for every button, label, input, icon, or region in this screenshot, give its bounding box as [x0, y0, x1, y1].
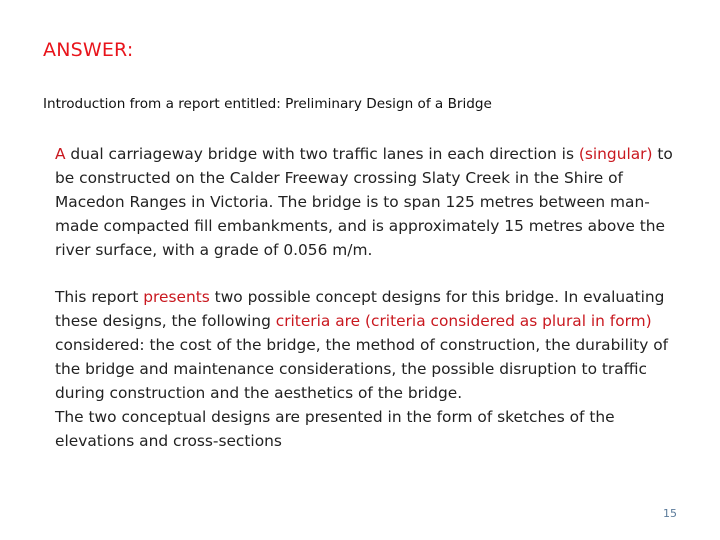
highlight-presents: presents [143, 288, 210, 306]
paragraph-bridge-description [55, 142, 680, 262]
answer-heading: ANSWER: [43, 39, 134, 61]
paragraph2-text-c: considered: the cost of the bridge, the method of construction, the durability of the bridge and maintenance considerations, the possible disruption to traffic during construction and the aesthetics of the bridge. [55, 336, 669, 402]
paragraph1-text-a: dual carriageway bridge with two traffic lanes in each direction is [65, 145, 579, 163]
intro-line: Introduction from a report entitled: Preliminary Design of a Bridge [43, 96, 492, 112]
page-number: 15 [663, 507, 677, 520]
highlight-criteria: criteria are (criteria considered as plural in form) [275, 312, 652, 330]
highlight-article: A [55, 145, 66, 163]
paragraph2-text-a: This report [55, 288, 144, 306]
paragraph2-text-d: The two conceptual designs are presented in the form of sketches of the elevations and cross-sections [55, 408, 615, 450]
paragraph-report-scope [55, 285, 680, 453]
paragraph1-text-b: to be constructed on the Calder Freeway crossing Slaty Creek in the Shire of Macedon Ranges in Victoria. The bridge is to span 125 metres between man-made compacted fill embankments, and is approximately 15 metres above the river surface, with a grade of 0.056 m/m. [55, 145, 673, 259]
paragraph2-text-b: two possible concept designs for this bridge. In evaluating these designs, the following [55, 288, 665, 330]
highlight-singular: (singular) [578, 145, 653, 163]
